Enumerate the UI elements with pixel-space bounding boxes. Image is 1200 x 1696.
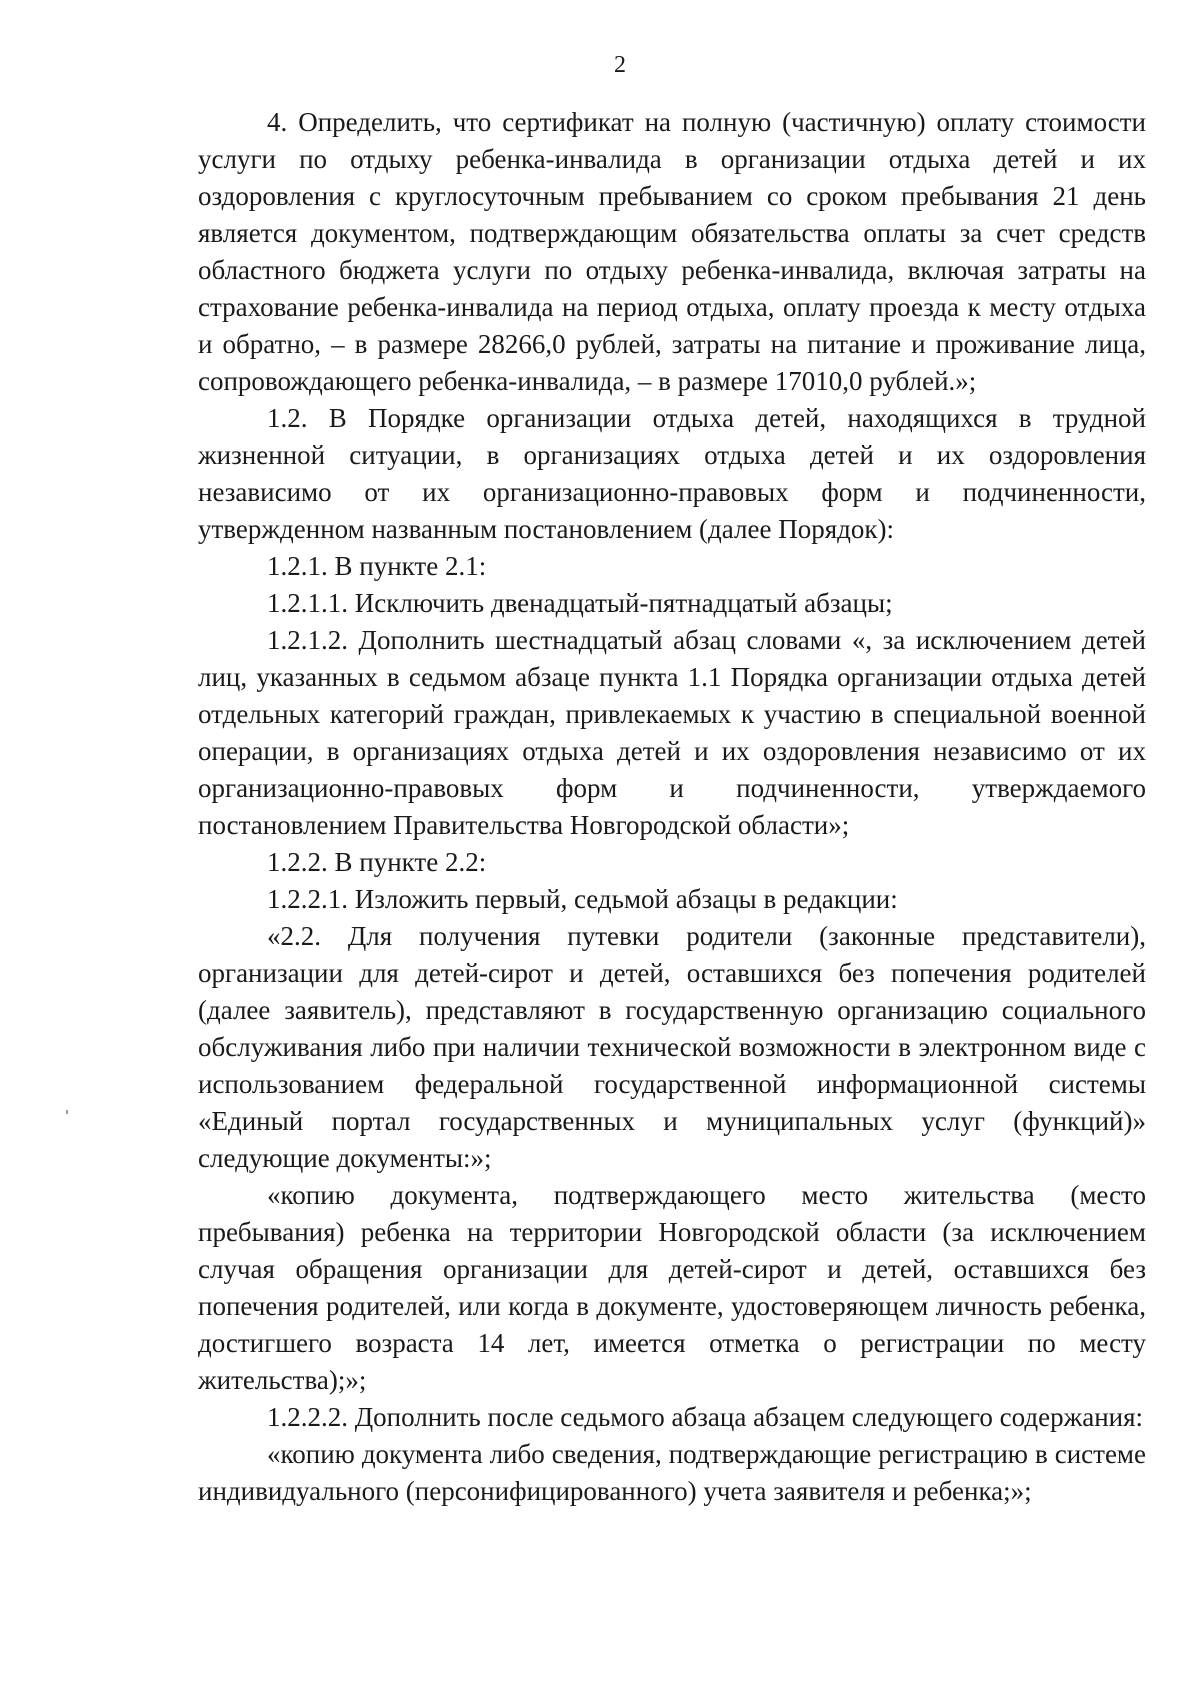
paragraph-1-2-1-1: 1.2.1.1. Исключить двенадцатый-пятнадцатый абзацы; [267, 588, 893, 618]
scan-margin-mark [66, 1110, 68, 1114]
paragraph-item-4: 4. Определить, что сертификат на полную (частичную) оплату стоимости услуги по отдыху ребенка-инвалида в организации отдыха детей и их оздоровления с круглосуточным пребыванием со сроком пребывания 21 день является документом, подтверждающим обязательства оплаты за счет средств областного бюджета услуги по отдыху ребенка-инвалида, включая затраты на страхование ребенка-инвалида на период отдыха, оплату проезда к месту отдыха и обратно, – в размере 28266,0 рублей, затраты на питание и проживание лица, сопровождающего ребенка-инвалида, – в размере 17010,0 рублей.»; [198, 107, 1146, 396]
paragraph-1-2-2-2: 1.2.2.2. Дополнить после седьмого абзаца абзацем следующего содержания: [267, 1402, 1144, 1432]
paragraph-1-2-1-2: 1.2.1.2. Дополнить шестнадцатый абзац словами «, за исключением детей лиц, указанных в седьмом абзаце пункта 1.1 Порядка организации отдыха детей отдельных категорий граждан, привлекаемых к участию в специальной военной операции, в организациях отдыха детей и их оздоровления независимо от их организационно-правовых форм и подчиненности, утверждаемого постановлением Правительства Новгородской области»; [198, 625, 1146, 840]
document-body [198, 104, 1146, 1510]
paragraph-quote-registration-doc: «копию документа либо сведения, подтверждающие регистрацию в системе индивидуального (персонифицированного) учета заявителя и ребенка;»; [198, 1439, 1146, 1506]
paragraph-1-2-2: 1.2.2. В пункте 2.2: [267, 847, 487, 877]
paragraph-quote-residence-doc: «копию документа, подтверждающего место жительства (место пребывания) ребенка на территории Новгородской области (за исключением случая обращения организации для детей-сирот и детей, оставшихся без попечения родителей, или когда в документе, удостоверяющем личность ребенка, достигшего возраста 14 лет, имеется отметка о регистрации по месту жительства);»; [198, 1180, 1146, 1395]
page-number: 2 [614, 52, 626, 78]
paragraph-1-2-2-1: 1.2.2.1. Изложить первый, седьмой абзацы в редакции: [267, 884, 898, 914]
paragraph-1-2-1: 1.2.1. В пункте 2.1: [267, 551, 487, 581]
paragraph-1-2: 1.2. В Порядке организации отдыха детей, находящихся в трудной жизненной ситуации, в организациях отдыха детей и их оздоровления независимо от их организационно-правовых форм и подчиненности, утвержденном названным постановлением (далее Порядок): [198, 403, 1146, 544]
paragraph-quote-2-2: «2.2. Для получения путевки родители (законные представители), организации для детей-сирот и детей, оставшихся без попечения родителей (далее заявитель), представляют в государственную организацию социального обслуживания либо при наличии технической возможности в электронном виде с использованием федеральной государственной информационной системы «Единый портал государственных и муниципальных услуг (функций)» следующие документы:»; [198, 921, 1146, 1173]
